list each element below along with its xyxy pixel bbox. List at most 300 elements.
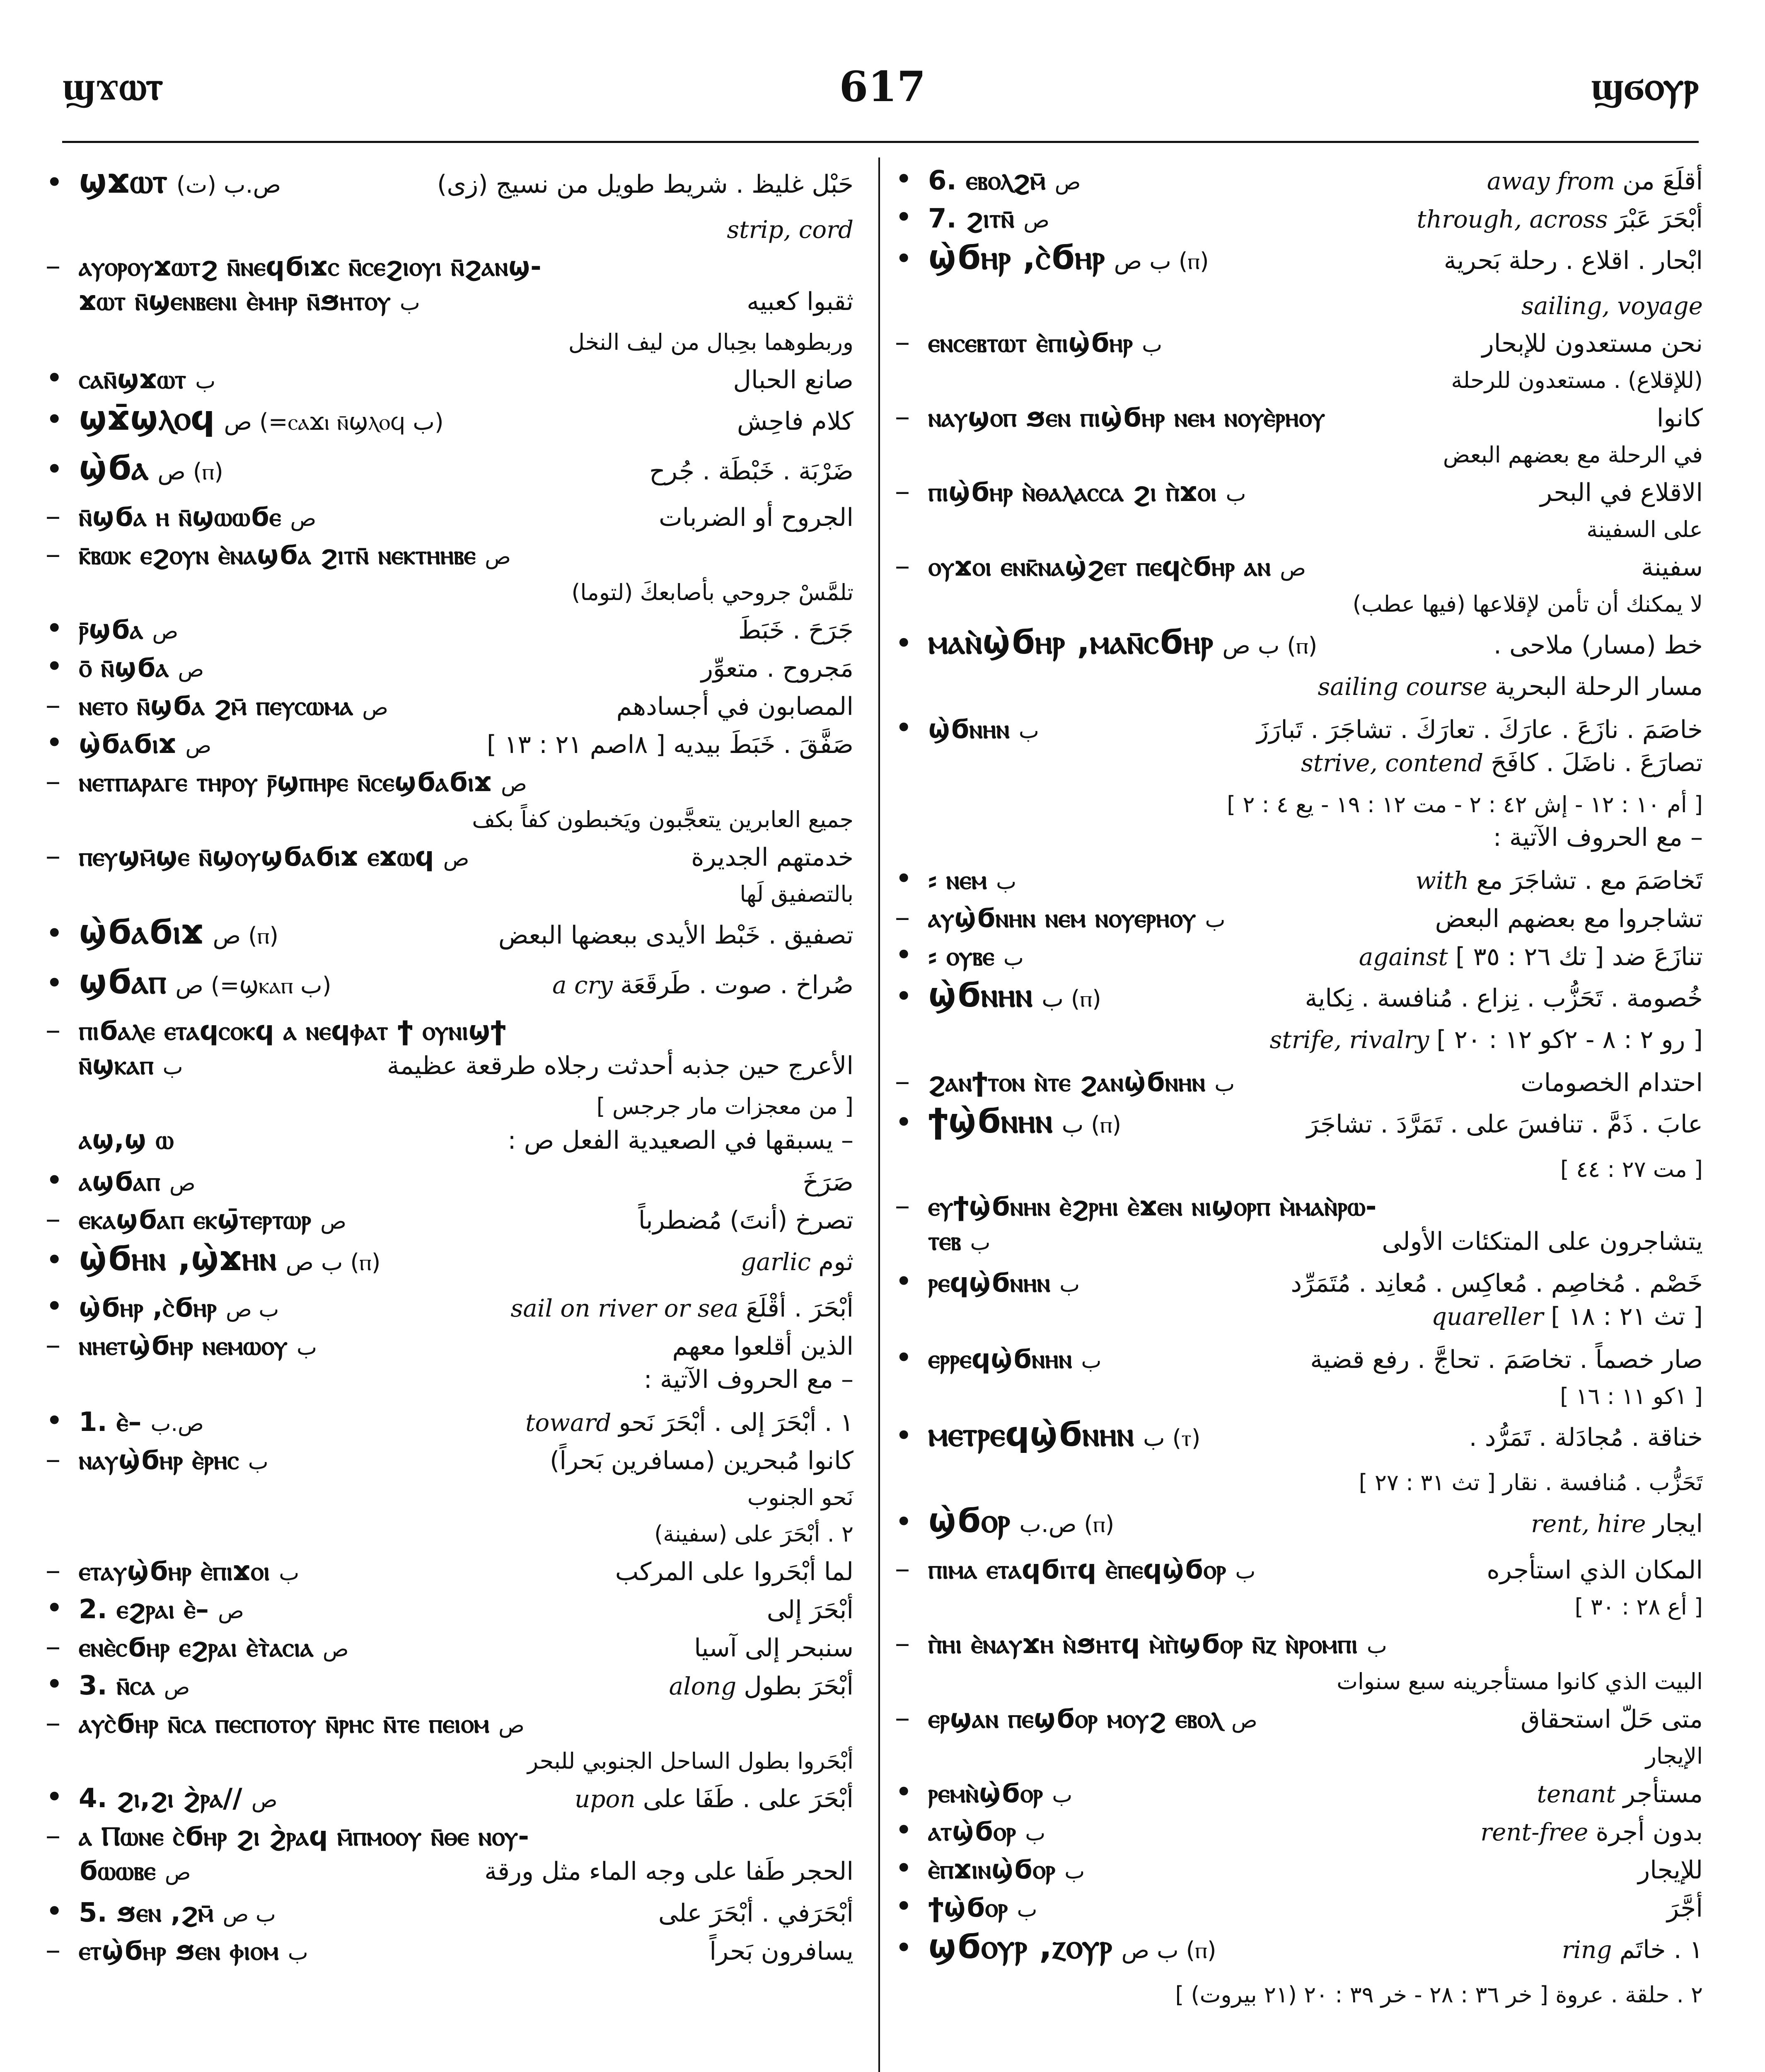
entry-bullet: – xyxy=(46,1012,60,1047)
coptic-term: ϣ̀ϭⲛⲏⲛ xyxy=(928,975,1033,1015)
arabic-gloss: ١ . أبْحَرَ إلى . أبْحَرَ نَحو xyxy=(619,1408,853,1437)
dialect-marker: ص xyxy=(498,1713,525,1738)
coptic-term: ⲡⲉⲩϣⲙ̄ϣⲉ ⲛ̄ϣⲟⲩϣϭⲁϭⲓϫ ⲉϫⲱϥ xyxy=(79,842,434,872)
entry-line xyxy=(895,324,1703,362)
coptic-term: ⲡⲓⲙⲁ ⲉⲧⲁϥϭⲓⲧϥ ⲉ̀ⲡⲉϥϣ̀ϭⲟⲣ xyxy=(928,1554,1226,1585)
english-gloss: with xyxy=(1415,867,1469,895)
coptic-term: ϣ̀ϭⲟⲣ xyxy=(928,1501,1011,1540)
coptic-term: ⲉⲛⲥⲉⲃⲧⲱⲧ ⲉ̀ⲡⲓϣ̀ϭⲏⲣ xyxy=(928,328,1133,358)
left-column xyxy=(46,162,853,2072)
arabic-gloss: تَخاصَمَ مع . تشاجَرَ مع xyxy=(1476,866,1703,895)
entry-bullet: • xyxy=(895,979,913,1014)
arabic-gloss: تصفيق . خَبْط الأيدى ببعضها البعض xyxy=(498,921,853,950)
entry-bullet: • xyxy=(46,649,63,684)
arabic-gloss: متى حَلّ استحقاق xyxy=(1521,1705,1703,1734)
entry-bullet: • xyxy=(46,1242,63,1277)
dialect-marker: ب xyxy=(1214,1072,1235,1097)
coptic-term: ϣ̀ϭⲁϭⲓϫ xyxy=(79,729,176,760)
dictionary-entry xyxy=(895,1851,1703,1889)
arabic-gloss: ابْحار . اقلاع . رحلة بَحرية xyxy=(1443,246,1703,275)
entry-bullet: – xyxy=(46,248,60,283)
arabic-gloss: بالتصفيق لَها xyxy=(740,881,853,907)
entry-line xyxy=(46,1590,853,1629)
dialect-marker: ص xyxy=(164,1860,191,1885)
coptic-term: ⸗ ⲛⲉⲙ xyxy=(928,865,987,896)
header-rule xyxy=(62,141,1699,143)
entry-bullet: • xyxy=(46,1894,63,1929)
coptic-term: ⲛⲉⲧⲡⲁⲣⲁⲅⲉ ⲧⲏⲣⲟⲩ ⲣ̄ϣⲡⲏⲣⲉ ⲛ̄ⲥⲉϣϭⲁϭⲓϫ xyxy=(79,767,492,798)
dictionary-entry xyxy=(46,1818,853,1856)
entry-bullet: – xyxy=(46,536,60,571)
arabic-gloss: ٢ . حلقة . عروة [ خر ٣٦ : ٢٨ - خر ٣٩ : ٢٠ (٢١ بيروت) ] xyxy=(1175,1982,1703,2008)
entry-bullet: – xyxy=(46,763,60,798)
entry-bullet: – xyxy=(895,1188,910,1222)
dictionary-entry xyxy=(46,162,853,248)
coptic-term: ϣϫ̄ϣⲗⲟϥ xyxy=(79,399,215,438)
dialect-marker: ص xyxy=(218,1599,244,1624)
coptic-term: ⲕ̄ⲃⲱⲕ ⲉϩⲟⲩⲛ ⲉ̀ⲛⲁϣϭⲁ ϩⲓⲧⲛ̄ ⲛⲉⲕⲧⲏⲏⲃⲉ xyxy=(79,540,476,571)
arabic-gloss: صُراخ . صوت . طَرقَعَة xyxy=(620,971,853,1000)
coptic-term: ⲁⲩϣ̀ϭⲛⲏⲛ ⲛⲉⲙ ⲛⲟⲩⲉⲣⲏⲟⲩ xyxy=(928,903,1196,934)
coptic-term: ϣ̀ϭⲏⲛ ,ϣ̀ϫⲏⲛ xyxy=(79,1239,277,1278)
entry-line xyxy=(895,1188,1703,1226)
entry-bullet: • xyxy=(895,626,913,661)
coptic-term: ⲣⲉⲙⲛ̀ϣ̀ϭⲟⲣ xyxy=(928,1778,1043,1809)
entry-bullet: – xyxy=(895,1625,910,1660)
entry-line xyxy=(46,962,853,1012)
dialect-marker: ص xyxy=(443,846,469,871)
entry-line xyxy=(46,1201,853,1239)
arabic-gloss: صَفَّقَ . خَبَطَ بيديه [ ٨اصم ٢١ : ١٣ ] xyxy=(486,730,853,759)
dictionary-entry xyxy=(895,710,1703,823)
coptic-term: ⲣ̄ϣϭⲁ xyxy=(79,615,143,645)
dictionary-entry xyxy=(46,838,853,913)
entry-bullet: – xyxy=(895,399,910,433)
dialect-marker: ب xyxy=(1018,719,1039,743)
dictionary-entry xyxy=(46,1050,853,1125)
entry-bullet: • xyxy=(46,402,63,437)
arabic-gloss: تشاجروا مع بعضهم البعض xyxy=(1435,904,1703,933)
entry-bullet: – xyxy=(895,1551,910,1585)
arabic-gloss: أجَّرَ xyxy=(1667,1894,1703,1923)
dialect-marker: ص xyxy=(164,1675,190,1700)
english-gloss: toward xyxy=(525,1409,612,1437)
dictionary-entry xyxy=(895,1551,1703,1625)
entry-bullet: – xyxy=(895,1063,910,1098)
entry-bullet: • xyxy=(46,1779,63,1814)
dictionary-entry xyxy=(46,763,853,838)
arabic-gloss: على السفينة xyxy=(1586,516,1703,542)
dictionary-entry xyxy=(46,1403,853,1441)
dictionary-entry xyxy=(895,1813,1703,1851)
dialect-marker: ب xyxy=(399,290,420,315)
dictionary-entry xyxy=(46,1590,853,1629)
dialect-marker: ص xyxy=(320,1209,347,1234)
entry-bullet: • xyxy=(895,1813,913,1847)
coptic-term: 3. ⲛ̄ⲥⲁ xyxy=(79,1670,155,1701)
coptic-term: ϣϫⲱⲧ xyxy=(79,162,167,201)
arabic-gloss: ١ . خاتَم xyxy=(1619,1935,1703,1964)
dictionary-entry xyxy=(46,913,853,962)
entry-line xyxy=(895,473,1703,511)
english-gloss: strive, contend xyxy=(1301,749,1484,777)
entry-bullet: • xyxy=(895,1504,913,1539)
coptic-term: ⲟ̄ ⲛ̄ϣϭⲁ xyxy=(79,653,169,683)
arabic-gloss: خُصومة . تَحَزُّب . نِزاع . مُنافسة . نِكاية xyxy=(1305,984,1703,1013)
dialect-marker: ب xyxy=(162,1055,183,1080)
dictionary-entry xyxy=(46,1201,853,1239)
dialect-marker: ب ص (ⲡ) xyxy=(285,1249,381,1276)
entry-bullet: – xyxy=(895,548,910,583)
dictionary-entry xyxy=(46,1125,853,1163)
dictionary-entry xyxy=(46,1365,853,1403)
arabic-gloss: تنازَعَ ضد [ تك ٢٦ : ٣٥ ] xyxy=(1455,942,1703,971)
coptic-term: 7. ϩⲓⲧⲛ̄ xyxy=(928,203,1015,234)
arabic-gloss: ثوم xyxy=(818,1247,853,1276)
entry-line xyxy=(46,913,853,962)
dictionary-entry xyxy=(895,548,1703,622)
entry-bullet: • xyxy=(46,1667,63,1702)
coptic-term: ⲛ̄ϣϭⲁ ⲏ ⲛ̄ϣⲱⲱϭⲉ xyxy=(79,502,281,533)
dialect-marker: ب xyxy=(1205,908,1226,932)
coptic-term: ⲉⲕⲁϣϭⲁⲡ ⲉⲕϣ̄ⲧⲉⲣⲧⲱⲣ xyxy=(79,1205,312,1235)
dialect-marker: ب xyxy=(1366,1634,1387,1658)
dialect-marker: ب xyxy=(1081,1348,1102,1373)
dictionary-entry xyxy=(895,1226,1703,1264)
coptic-term: ϩⲁⲛϯⲧⲟⲛ ⲛ̀ⲧⲉ ϩⲁⲛϣ̀ϭⲛⲏⲛ xyxy=(928,1067,1206,1098)
entry-line xyxy=(895,1226,1703,1264)
dialect-marker: ب xyxy=(1142,332,1163,357)
dialect-marker: ص (ⲡ) xyxy=(157,458,223,485)
entry-line xyxy=(895,861,1703,899)
entry-bullet: • xyxy=(46,1163,63,1198)
dictionary-entry xyxy=(46,399,853,448)
entry-line xyxy=(46,838,853,876)
coptic-term: ⲧⲉⲃ xyxy=(928,1226,961,1256)
english-gloss: upon xyxy=(574,1785,636,1813)
page-header xyxy=(0,0,1765,137)
entry-line xyxy=(895,1264,1703,1302)
entry-line xyxy=(46,1239,853,1289)
dictionary-entry xyxy=(46,448,853,498)
arabic-gloss: جميع العابرين يتعجَّبون ويَخبطون كفاً بكف xyxy=(472,806,853,833)
arabic-gloss: حَبْل غليظ . شريط طويل من نسيج (زى) xyxy=(437,170,853,199)
arabic-gloss: خاصَمَ . نازَعَ . عارَكَ . تعارَكَ . تشاجَرَ . تَبارَزَ xyxy=(1257,715,1703,744)
arabic-gloss: كانوا xyxy=(1656,404,1703,433)
dialect-marker: ب (ⲡ) xyxy=(1042,985,1101,1012)
entry-line xyxy=(895,1501,1703,1551)
entry-bullet: – xyxy=(895,1700,910,1735)
entry-bullet: • xyxy=(46,725,63,760)
arabic-gloss: الذين أقلعوا معهم xyxy=(672,1332,853,1361)
coptic-term: ϣ̀ϭⲏⲣ ,ⲥ̀ϭⲏⲣ xyxy=(79,1293,217,1323)
gloss-continuation xyxy=(895,672,1703,710)
arabic-gloss: مسار الرحلة البحرية xyxy=(1494,672,1703,701)
dictionary-entry xyxy=(895,324,1703,399)
entry-bullet: – xyxy=(46,1818,60,1852)
entry-bullet: – xyxy=(895,899,910,934)
dialect-marker: ب xyxy=(1052,1783,1073,1808)
entry-bullet: – xyxy=(46,1441,60,1476)
entry-line xyxy=(895,1774,1703,1813)
coptic-term: ⲡⲓϭⲁⲗⲉ ⲉⲧⲁϥⲥⲟⲕϥ ⲁ ⲛⲉϥⲫⲁⲧ ϯ ⲟⲩⲛⲓϣϯ xyxy=(79,1016,506,1046)
arabic-gloss: تَحَزُّب . مُنافسة . نقار [ تث ٣١ : ٢٧ ] xyxy=(1359,1469,1703,1496)
entry-line xyxy=(46,1441,853,1479)
dictionary-entry xyxy=(895,622,1703,710)
entry-line xyxy=(46,286,853,324)
dictionary-entry xyxy=(46,1327,853,1365)
entry-bullet: • xyxy=(895,710,913,745)
entry-line xyxy=(46,1365,853,1403)
arabic-gloss: [ أم ١٠ : ١٢ - إش ٤٢ : ٢ - مت ١٢ : ١٩ - يع ٤ : ٢ ] xyxy=(1227,792,1703,818)
dialect-marker: ص xyxy=(178,657,204,682)
coptic-term: ⲣⲉϥϣ̀ϭⲛⲏⲛ xyxy=(928,1268,1051,1298)
coptic-term: 4. ϩⲓ,ϩⲓ ϩ̀ⲣⲁ// xyxy=(79,1783,242,1814)
dictionary-entry xyxy=(46,962,853,1012)
entry-line xyxy=(46,1012,853,1050)
gloss-continuation xyxy=(895,748,1703,787)
coptic-term: ⲉⲧⲁⲩϣ̀ϭⲏⲣ ⲉ̀ⲡⲓϫⲟⲓ xyxy=(79,1556,270,1587)
entry-line xyxy=(895,1700,1703,1738)
dialect-marker: ب ص (ⲡ) xyxy=(1114,248,1209,275)
dialect-marker: ب xyxy=(1235,1559,1256,1584)
arabic-gloss: يسافرون بَحراً xyxy=(709,1937,853,1966)
arabic-gloss: لما أبْحَروا على المركب xyxy=(615,1557,853,1586)
entry-bullet: • xyxy=(46,1590,63,1625)
dialect-marker: ب xyxy=(297,1335,317,1360)
entry-bullet: – xyxy=(895,473,910,508)
arabic-gloss: ٢ . أبْحَرَ على (سفينة) xyxy=(654,1521,853,1547)
coptic-term: ϣ̀ϭⲁ xyxy=(79,448,149,488)
dialect-marker: ص xyxy=(1280,556,1306,581)
dictionary-entry xyxy=(46,725,853,763)
dictionary-entry xyxy=(895,1700,1703,1774)
entry-line xyxy=(895,1889,1703,1927)
dialect-marker: ص (=ϣⲕⲁⲡ ب) xyxy=(175,972,331,999)
dialect-marker: ب xyxy=(279,1561,300,1585)
coptic-term: ⲛ̄ϣⲕⲁⲡ xyxy=(79,1050,154,1081)
arabic-gloss: الجروح أو الضربات xyxy=(659,503,853,532)
arabic-gloss: المصابون في أجسادهم xyxy=(616,692,853,721)
dictionary-entry xyxy=(46,1629,853,1667)
arabic-gloss: – مع الحروف الآتية : xyxy=(1493,823,1703,852)
arabic-gloss: سفينة xyxy=(1641,553,1703,582)
entry-line xyxy=(46,649,853,687)
entry-line xyxy=(46,1403,853,1441)
dictionary-entry xyxy=(895,975,1703,1063)
coptic-term: ⲛⲏⲉⲧϣ̀ϭⲏⲣ ⲛⲉⲙⲱⲟⲩ xyxy=(79,1331,288,1361)
dialect-marker: ب xyxy=(1226,482,1246,506)
dialect-marker: ب ص xyxy=(226,1297,279,1322)
coptic-term: 1. ⲉ̀– xyxy=(79,1407,142,1438)
entry-line xyxy=(895,399,1703,437)
arabic-gloss: كلام فاحِش xyxy=(737,407,853,436)
coptic-term: ⲁ Ⲡⲱⲛⲉ ⲥ̀ϭⲏⲣ ϩⲓ ϩ̀ⲣⲁϥ ⲙ̄ⲡⲙⲟⲟⲩ ⲛ̄ⲑⲉ ⲛⲟⲩ- xyxy=(79,1821,529,1852)
dictionary-entry xyxy=(895,1927,1703,2013)
entry-line xyxy=(895,622,1703,672)
coptic-term: ⲥⲁⲛ̄ϣϫⲱⲧ xyxy=(79,364,186,395)
english-gloss: rent, hire xyxy=(1531,1510,1646,1538)
english-gloss: along xyxy=(669,1672,737,1700)
entry-line xyxy=(46,1289,853,1327)
english-gloss: strife, rivalry xyxy=(1269,1026,1429,1054)
dictionary-entry xyxy=(46,1239,853,1289)
entry-bullet: – xyxy=(46,498,60,533)
dialect-marker: ب xyxy=(248,1450,268,1474)
dictionary-entry xyxy=(895,162,1703,200)
arabic-gloss: ايجار xyxy=(1653,1509,1703,1538)
entry-bullet: – xyxy=(46,1327,60,1362)
arabic-gloss: أبْحَروا بطول الساحل الجنوبي للبحر xyxy=(527,1748,853,1774)
entry-line xyxy=(46,1705,853,1743)
dialect-marker: ص xyxy=(485,545,511,569)
arabic-gloss: بدون أجرة xyxy=(1596,1818,1703,1847)
english-gloss: against xyxy=(1359,943,1448,971)
dialect-marker: ص.ب (ت) xyxy=(176,172,281,198)
entry-bullet: • xyxy=(895,937,913,972)
dialect-marker: ب xyxy=(970,1230,991,1255)
arabic-gloss: أقلَعَ من xyxy=(1622,167,1703,196)
entry-line xyxy=(46,498,853,536)
entry-bullet: – xyxy=(46,1932,60,1967)
dictionary-entry xyxy=(46,361,853,399)
entry-line xyxy=(46,1629,853,1667)
right-column xyxy=(895,162,1703,2072)
dialect-marker: ب xyxy=(996,869,1017,894)
arabic-gloss: خط (مسار) ملاحى . xyxy=(1493,631,1703,660)
dictionary-entry xyxy=(46,286,853,361)
dictionary-entry xyxy=(895,238,1703,324)
entry-line xyxy=(895,1063,1703,1101)
coptic-term: ϣϭⲟⲩⲣ ,ⲍⲟⲩⲣ xyxy=(928,1927,1112,1966)
dialect-marker: ص (ⲡ) xyxy=(213,922,279,949)
coptic-term: ⲁϣϭⲁⲡ xyxy=(79,1167,160,1197)
coptic-term: ϣ̀ϭⲁϭⲓϫ xyxy=(79,913,204,952)
dictionary-entry xyxy=(46,649,853,687)
english-gloss: through, across xyxy=(1417,205,1608,233)
coptic-term: ⲛⲉⲧⲟ ⲛ̄ϣϭⲁ ϩⲙ̄ ⲡⲉⲩⲥⲱⲙⲁ xyxy=(79,691,353,721)
entry-bullet: • xyxy=(895,1105,913,1140)
dictionary-entry xyxy=(46,1667,853,1705)
arabic-gloss: [ مت ٢٧ : ٤٤ ] xyxy=(1560,1156,1703,1182)
dialect-marker: ب xyxy=(288,1940,308,1965)
dictionary-entry xyxy=(895,473,1703,548)
dictionary-entry xyxy=(895,1264,1703,1340)
arabic-gloss: ثقبوا كعبيه xyxy=(747,287,853,316)
coptic-term: ⲁⲩⲥ̀ϭⲏⲣ ⲛ̄ⲥⲁ ⲡⲉⲥⲡⲟⲧⲟⲩ ⲛ̄ⲣⲏⲥ ⲛ̄ⲧⲉ ⲡⲉⲓⲟⲙ xyxy=(79,1709,490,1739)
entry-line xyxy=(895,1340,1703,1378)
gloss-continuation xyxy=(895,1302,1703,1340)
arabic-gloss: كانوا مُبحرين (مسافرين بَحراً) xyxy=(549,1446,853,1475)
dictionary-entry xyxy=(895,861,1703,899)
dictionary-entry xyxy=(895,1340,1703,1415)
arabic-gloss: أبْحَرَ إلى xyxy=(766,1595,853,1624)
dictionary-entry xyxy=(46,687,853,725)
english-gloss: a cry xyxy=(552,971,613,999)
entry-line xyxy=(46,1894,853,1932)
dictionary-entry xyxy=(46,1779,853,1818)
entry-line xyxy=(895,1813,1703,1851)
arabic-gloss: جَرَحَ . خَبَطَ xyxy=(738,616,853,645)
arabic-gloss: خَصْم . مُخاصِم . مُعاكِس . مُعانِد . مُتَمَرِّد xyxy=(1291,1269,1703,1298)
arabic-gloss: [ رو ٢ : ٨ - ٢كو ١٢ : ٢٠ ] xyxy=(1436,1025,1703,1054)
dictionary-entry xyxy=(895,1774,1703,1813)
gloss-continuation xyxy=(895,1025,1703,1063)
coptic-term: ⲁⲧϣ̀ϭⲟⲣ xyxy=(928,1816,1016,1847)
dictionary-entry xyxy=(46,1705,853,1779)
dialect-marker: ص xyxy=(290,506,317,531)
dictionary-entry xyxy=(895,1415,1703,1501)
entry-bullet: • xyxy=(46,611,63,646)
entry-line xyxy=(895,162,1703,200)
entry-bullet: • xyxy=(46,165,63,200)
arabic-gloss: مستأجر xyxy=(1623,1779,1703,1808)
coptic-term: ⲡ̀ⲏⲓ ⲉ̀ⲛⲁⲩϫⲏ ⲛ̀ϧⲏⲧϥ ⲙ̀ⲡ̀ϣϭⲟⲣ ⲛ̄ⲍ ⲛ̀ⲣⲟⲙⲡⲓ xyxy=(928,1629,1358,1660)
coptic-term: 5. ϧⲉⲛ ,ϩⲙ̄ xyxy=(79,1898,214,1928)
dictionary-entry xyxy=(895,1188,1703,1226)
dictionary-entry xyxy=(46,1552,853,1590)
arabic-gloss: وربطوهما بحِبال من ليف النخل xyxy=(568,329,853,355)
coptic-term: ⲙⲉⲧⲣⲉϥϣ̀ϭⲛⲏⲛ xyxy=(928,1415,1134,1454)
entry-line xyxy=(895,937,1703,975)
coptic-term: ⸗ ⲟⲩⲃⲉ xyxy=(928,941,994,972)
entry-line xyxy=(46,448,853,498)
entry-bullet: – xyxy=(46,1552,60,1587)
dictionary-entry xyxy=(46,1012,853,1050)
column-divider xyxy=(878,157,880,2072)
arabic-gloss: أبْحَرَ . أقْلَعَ xyxy=(746,1294,853,1323)
dictionary-entry xyxy=(895,899,1703,937)
entry-line xyxy=(46,687,853,725)
entry-bullet: • xyxy=(895,200,913,235)
header-left-guide-word: ϣϫⲱⲧ xyxy=(62,62,163,109)
dialect-marker: ص xyxy=(1023,208,1050,233)
entry-line xyxy=(895,238,1703,288)
coptic-term: ϣ̀ϭⲏⲣ ,ⲥ̀ϭⲏⲣ xyxy=(928,238,1105,277)
dictionary-entry xyxy=(46,1856,853,1894)
coptic-term: ⲙⲁⲛ̀ϣ̀ϭⲏⲣ ,ⲙⲁⲛ̄ⲥϭⲏⲣ xyxy=(928,622,1214,662)
entry-line xyxy=(46,1552,853,1590)
arabic-gloss: [ أع ٢٨ : ٣٠ ] xyxy=(1574,1594,1703,1620)
entry-bullet: – xyxy=(46,1705,60,1740)
coptic-term: ⲛⲁⲩϣⲟⲡ ϧⲉⲛ ⲡⲓϣ̀ϭⲏⲣ ⲛⲉⲙ ⲛⲟⲩⲉ̀ⲣⲏⲟⲩ xyxy=(928,402,1325,433)
coptic-term: ⲉⲣⲣⲉϥϣ̀ϭⲛⲏⲛ xyxy=(928,1344,1072,1375)
entry-line xyxy=(46,725,853,763)
entry-bullet: – xyxy=(46,1201,60,1236)
arabic-gloss: ضَرْبَة . خَبْطَة . جُرح xyxy=(649,457,853,486)
dictionary-entry xyxy=(46,1441,853,1552)
coptic-term: ⲡⲓϣ̀ϭⲏⲣ ⲛ̀ⲑⲁⲗⲁⲥⲥⲁ ϩⲓ ⲡ̀ϫⲟⲓ xyxy=(928,477,1217,508)
english-gloss: ring xyxy=(1562,1936,1612,1964)
arabic-gloss: أبْحَرَ بطول xyxy=(744,1672,853,1701)
entry-line xyxy=(46,1327,853,1365)
entry-line xyxy=(895,1927,1703,1977)
arabic-gloss: [ تث ٢١ : ١٨ ] xyxy=(1551,1302,1703,1331)
dictionary-entry xyxy=(46,1894,853,1932)
entry-bullet: • xyxy=(46,966,63,1000)
entry-line xyxy=(46,1163,853,1201)
english-gloss: sailing, voyage xyxy=(1521,292,1703,320)
dictionary-entry xyxy=(46,536,853,611)
arabic-gloss: صَرَخَ xyxy=(803,1168,853,1197)
dialect-marker: ص xyxy=(500,772,527,796)
arabic-gloss: في الرحلة مع بعضهم البعض xyxy=(1443,442,1703,468)
coptic-term: ϭⲱⲱⲃⲉ xyxy=(79,1856,156,1886)
dictionary-entry xyxy=(46,1932,853,1970)
arabic-gloss: الاقلاع في البحر xyxy=(1540,478,1703,507)
arabic-gloss: مَجروح . متعوِّر xyxy=(701,654,853,683)
coptic-term: ⲟⲩϫⲟⲓ ⲉⲛⲕ̄ⲛⲁϣ̀ϩⲉⲧ ⲡⲉϥⲥ̀ϭⲏⲣ ⲁⲛ xyxy=(928,552,1271,582)
